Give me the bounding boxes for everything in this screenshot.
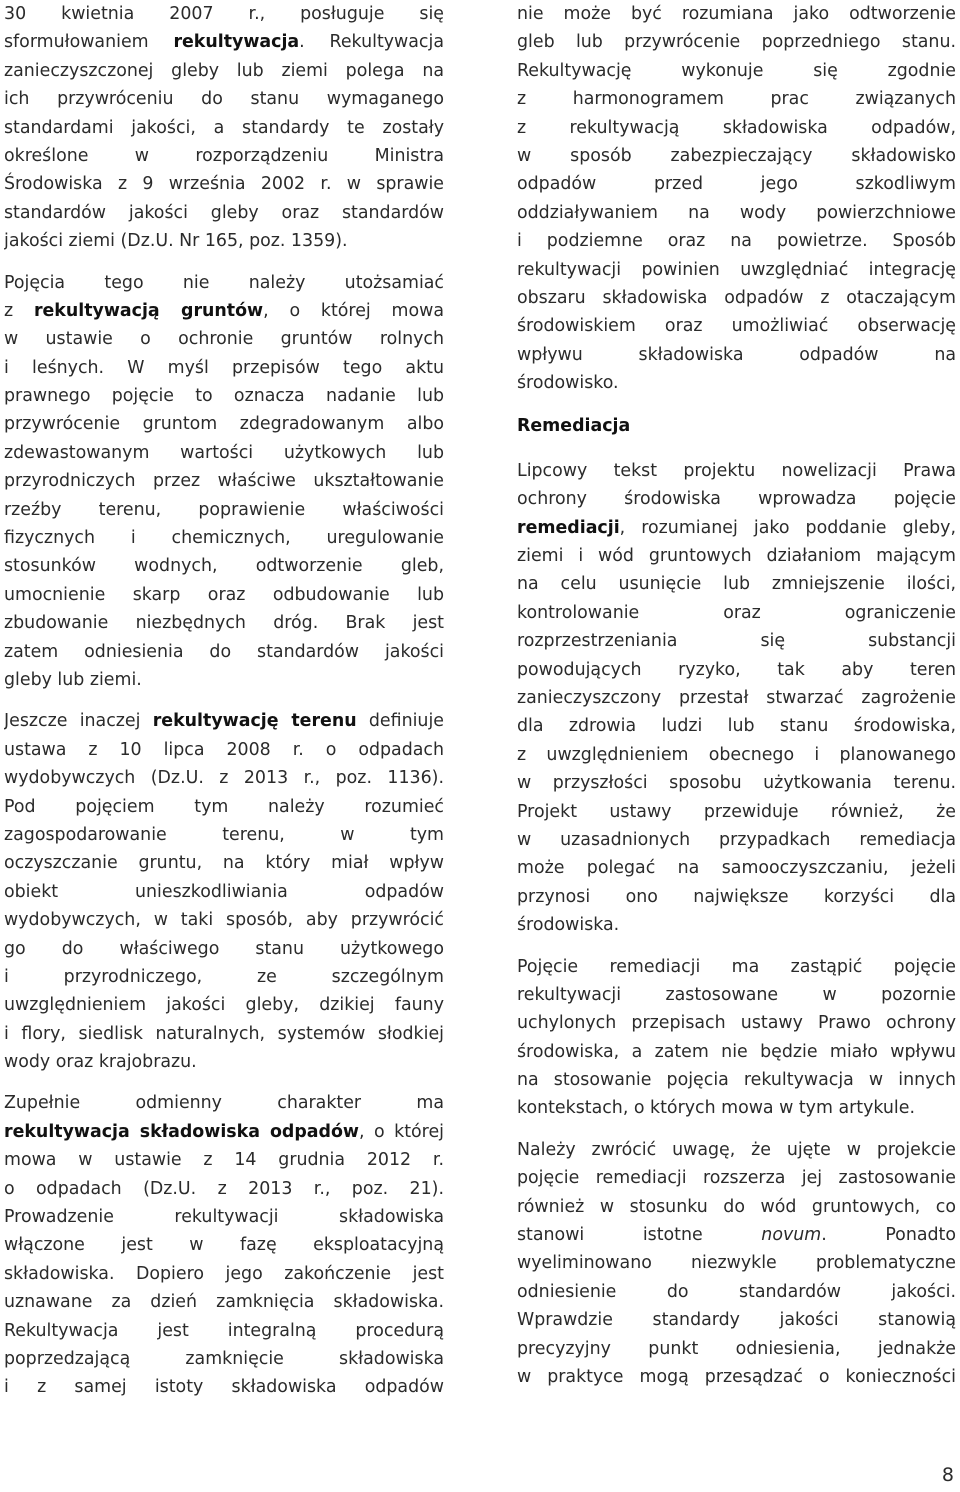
text-line [4,496,444,524]
text-span: na stosowanie pojęcia rekultywacja w innych [517,1070,956,1091]
text-line [517,1221,956,1249]
text-span: fizycznych i chemicznych, uregulowanie [4,528,444,549]
text-line [4,793,444,821]
right-column [517,0,956,1391]
text-span: uchylonych przepisach ustawy Prawo ochrony [517,1013,956,1034]
paragraph [4,0,444,256]
text-line [517,1363,956,1391]
text-line [4,1020,444,1048]
text-span: odpadów przed jego szkodliwym [517,174,956,195]
text-span: ochrony środowiska wprowadza pojęcie [517,489,956,510]
text-span: Środowiska z 9 września 2002 r. w sprawie [4,174,444,195]
text-span: wyeliminowano niezwykle problematyczne [517,1253,956,1274]
highlighted-term: rekultywacja [173,32,300,53]
text-line [4,821,444,849]
text-span: go do właściwego stanu użytkowego [4,938,444,959]
text-span: środowiska. [517,915,620,936]
text-line [4,269,444,297]
text-line [4,297,444,325]
text-line [517,599,956,627]
paragraph [517,953,956,1123]
text-span: standardów jakości gleby oraz standardów [4,202,444,223]
text-span: rzeźby terenu, poprawienie właściwości [4,499,444,520]
text-line [4,764,444,792]
text-line [517,114,956,142]
text-line [517,514,956,542]
text-line [517,0,956,28]
text-line [4,1345,444,1373]
text-line [4,581,444,609]
text-span: w praktyce mogą przesądzać o konieczności [517,1366,956,1387]
text-span: rekultywacji zastosowane w pozornie [517,984,956,1005]
text-span: przynosi ono największe korzyści dla [517,886,956,907]
text-line [517,1094,956,1122]
text-line [517,883,956,911]
text-line [4,963,444,991]
text-line [517,485,956,513]
text-line [4,935,444,963]
text-span: w uzasadnionych przypadkach remediacja [517,829,956,850]
text-line [4,142,444,170]
paragraph [4,1089,444,1401]
text-span: środowisko. [517,373,619,394]
text-span: kontekstach, o których mowa w tym artykule. [517,1098,915,1119]
text-line [4,638,444,666]
text-line [517,1249,956,1277]
text-line [517,1164,956,1192]
text-line [517,712,956,740]
text-span: . Ponadto [821,1225,956,1246]
text-line [4,354,444,382]
text-span: pojęcie remediacji rozszerza jej zastosowanie [517,1168,956,1189]
text-span: ziemi i wód gruntowych działaniom mającym [517,546,956,567]
text-span: rekultywacji powinien uwzględniać integrację [517,259,956,280]
text-line [4,849,444,877]
text-line [4,1373,444,1401]
text-span: w przyszłości sposobu użytkowania terenu. [517,773,956,794]
text-line [4,1048,444,1076]
text-span: Prowadzenie rekultywacji składowiska [4,1207,444,1228]
text-span: również w stosunku do wód gruntowych, co [517,1196,956,1217]
text-span: przywrócenie gruntom zdegradowanym albo [4,414,444,435]
text-line [517,741,956,769]
text-line [517,798,956,826]
text-line [517,570,956,598]
text-line [517,1038,956,1066]
text-span: stanowi istotne [517,1225,762,1246]
text-span: uznawane za dzień zamknięcia składowiska. [4,1292,444,1313]
text-line [4,170,444,198]
text-line [4,28,444,56]
highlighted-term: remediacji [517,517,620,538]
text-line [517,199,956,227]
text-line [517,826,956,854]
text-line [517,769,956,797]
text-span: rozprzestrzeniania się substancji [517,631,956,652]
highlighted-term: rekultywacją gruntów [33,300,264,321]
text-span: , rozumianej jako poddanie gleby, [619,517,956,538]
paragraph [4,707,444,1076]
text-span: powodujących ryzyko, tak aby teren [517,659,956,680]
text-span: wpływu składowiska odpadów na [517,344,956,365]
text-span: standardami jakości, a standardy te zostały [4,117,444,138]
text-line [517,170,956,198]
text-span: uwzględnieniem jakości gleby, dzikiej fauny [4,995,444,1016]
text-span: oczyszczanie gruntu, na który miał wpływ [4,853,444,874]
text-span: Pojęcia tego nie należy utożsamiać [4,272,444,293]
text-line [4,1175,444,1203]
text-span: zatem odniesienia do standardów jakości [4,641,444,662]
text-span: na celu usunięcie lub zmniejszenie ilości, [517,574,956,595]
text-span: środowiska, a zatem nie będzie miało wpływu [517,1041,956,1062]
text-line [4,1203,444,1231]
paragraph-gap [4,694,444,707]
text-span: i przyrodniczego, ze szczególnym [4,966,444,987]
text-span: włączone jest w fazę eksploatacyjną [4,1235,444,1256]
text-line [517,256,956,284]
text-span: i flory, siedlisk naturalnych, systemów słodkiej [4,1023,444,1044]
paragraph-gap [4,256,444,269]
text-line [517,1009,956,1037]
text-span: prawnego pojęcie to oznacza nadanie lub [4,386,444,407]
text-line [517,684,956,712]
text-span: 30 kwietnia 2007 r., posługuje się [4,4,444,24]
text-span: z rekultywacją składowiska odpadów, [517,117,956,138]
text-span: składowiska. Dopiero jego zakończenie jest [4,1263,444,1284]
text-span: Pojęcie remediacji ma zastąpić pojęcie [517,956,956,977]
text-span: w sposób zabezpieczający składowisko [517,145,956,166]
paragraph [4,269,444,695]
text-line [4,736,444,764]
text-span: wody oraz krajobrazu. [4,1052,197,1073]
text-span: odniesienie do standardów jakości. [517,1281,956,1302]
text-line [517,1136,956,1164]
paragraph [517,0,956,397]
text-span: nie może być rozumiana jako odtworzenie [517,4,956,24]
text-span: środowiskiem oraz umożliwiać obserwację [517,316,956,337]
text-span: przyrodniczych przez właściwe ukształtowanie [4,471,444,492]
text-span: obszaru składowiska odpadów z otaczającym [517,287,956,308]
text-span: Rekultywację wykonuje się zgodnie [517,60,956,81]
italic-term: novum [761,1225,822,1246]
text-span: kontrolowanie oraz ograniczenie [517,602,956,623]
text-line [4,991,444,1019]
text-span: gleby lub ziemi. [4,669,142,690]
text-span: Lipcowy tekst projektu nowelizacji Prawa [517,460,956,481]
text-span: i podziemne oraz na powietrze. Sposób [517,231,956,252]
text-line [517,341,956,369]
text-span: oddziaływaniem na wody powierzchniowe [517,202,956,223]
text-line [4,1089,444,1117]
text-line [517,1335,956,1363]
text-span: z [4,300,34,321]
text-line [4,1146,444,1174]
text-span: sformułowaniem [4,32,174,53]
text-line [4,57,444,85]
text-span: definiuje [356,711,444,732]
text-span: określone w rozporządzeniu Ministra [4,145,444,166]
text-span: , o której mowa [263,300,444,321]
text-span: Jeszcze inaczej [4,711,153,732]
text-span: zdewastowanym wartości użytkowych lub [4,442,444,463]
text-line [4,0,444,28]
text-span: Projekt ustawy przewiduje również, że [517,801,956,822]
text-span: jakości ziemi (Dz.U. Nr 165, poz. 1359). [4,231,348,252]
text-line [4,467,444,495]
text-line [517,284,956,312]
text-span: gleb lub przywrócenie poprzedniego stanu. [517,32,956,53]
text-span: dla zdrowia ludzi lub stanu środowiska, [517,716,956,737]
left-column [4,0,444,1402]
text-line [4,410,444,438]
text-span: zbudowanie niezbędnych dróg. Brak jest [4,613,444,634]
page-number: 8 [941,1464,954,1486]
section-heading: Remediacja [517,416,631,437]
text-line [517,854,956,882]
text-line [4,439,444,467]
text-line [517,656,956,684]
text-span: Rekultywacja jest integralną procedurą [4,1320,444,1341]
text-line [517,1278,956,1306]
text-span: z harmonogramem prac związanych [517,89,956,110]
paragraph-gap [4,1076,444,1089]
text-span: Zupełnie odmienny charakter ma [4,1093,444,1114]
text-line [4,227,444,255]
paragraph [517,1136,956,1392]
highlighted-term: rekultywacja składowiska odpadów [4,1121,359,1142]
text-line [4,325,444,353]
text-line [4,707,444,735]
text-line [517,953,956,981]
paragraph [517,457,956,940]
text-line [517,457,956,485]
text-line [4,524,444,552]
text-line [517,981,956,1009]
text-line [4,552,444,580]
paragraph-gap [517,940,956,953]
text-span: Pod pojęciem tym należy rozumieć [4,796,444,817]
text-line [4,114,444,142]
text-line [517,369,956,397]
text-line [517,1193,956,1221]
text-span: ustawa z 10 lipca 2008 r. o odpadach [4,739,444,760]
text-span: obiekt unieszkodliwiania odpadów [4,881,444,902]
text-span: wydobywczych, w taki sposób, aby przywrócić [4,910,444,931]
text-span: Wprawdzie standardy jakości stanowią [517,1310,956,1331]
text-line [517,28,956,56]
text-line [4,1288,444,1316]
text-line [517,227,956,255]
text-line [517,627,956,655]
text-line [4,666,444,694]
text-span: może polegać na samooczyszczaniu, jeżeli [517,858,956,879]
text-span: i z samej istoty składowiska odpadów [4,1377,444,1398]
text-line [4,85,444,113]
highlighted-term: rekultywację terenu [152,711,357,732]
text-span: poprzedzającą zamknięcie składowiska [4,1348,444,1369]
text-line [4,199,444,227]
text-span: , o której [359,1121,444,1142]
text-span: zanieczyszczony przestał stwarzać zagrożenie [517,687,956,708]
text-line [517,1066,956,1094]
text-span: w ustawie o ochronie gruntów rolnych [4,329,444,350]
text-span: stosunków wodnych, odtworzenie gleb, [4,556,444,577]
text-span: o odpadach (Dz.U. z 2013 r., poz. 21). [4,1178,444,1199]
text-line [4,1118,444,1146]
text-line [517,57,956,85]
paragraph-gap [517,1123,956,1136]
text-line [4,1260,444,1288]
text-span: Należy zwrócić uwagę, że ujęte w projekcie [517,1139,956,1160]
text-span: precyzyjny punkt odniesienia, jednakże [517,1338,956,1359]
text-span: zanieczyszczonej gleby lub ziemi polega na [4,60,444,81]
text-line [4,1231,444,1259]
text-span: zagospodarowanie terenu, w tym [4,824,444,845]
text-line [517,1306,956,1334]
text-span: i leśnych. W myśl przepisów tego aktu [4,357,444,378]
text-line [4,609,444,637]
text-line [4,382,444,410]
text-span: z uwzględnieniem obecnego i planowanego [517,744,956,765]
text-line [517,85,956,113]
text-span: mowa w ustawie z 14 grudnia 2012 r. [4,1150,444,1171]
text-line [517,142,956,170]
text-line [4,878,444,906]
text-line [517,542,956,570]
text-line [4,906,444,934]
text-line [4,1317,444,1345]
text-span: umocnienie skarp oraz odbudowanie lub [4,584,444,605]
text-span: ich przywróceniu do stanu wymaganego [4,89,444,110]
text-line [517,911,956,939]
text-span: wydobywczych (Dz.U. z 2013 r., poz. 1136). [4,768,444,789]
text-span: . Rekultywacja [299,32,444,53]
text-line [517,312,956,340]
